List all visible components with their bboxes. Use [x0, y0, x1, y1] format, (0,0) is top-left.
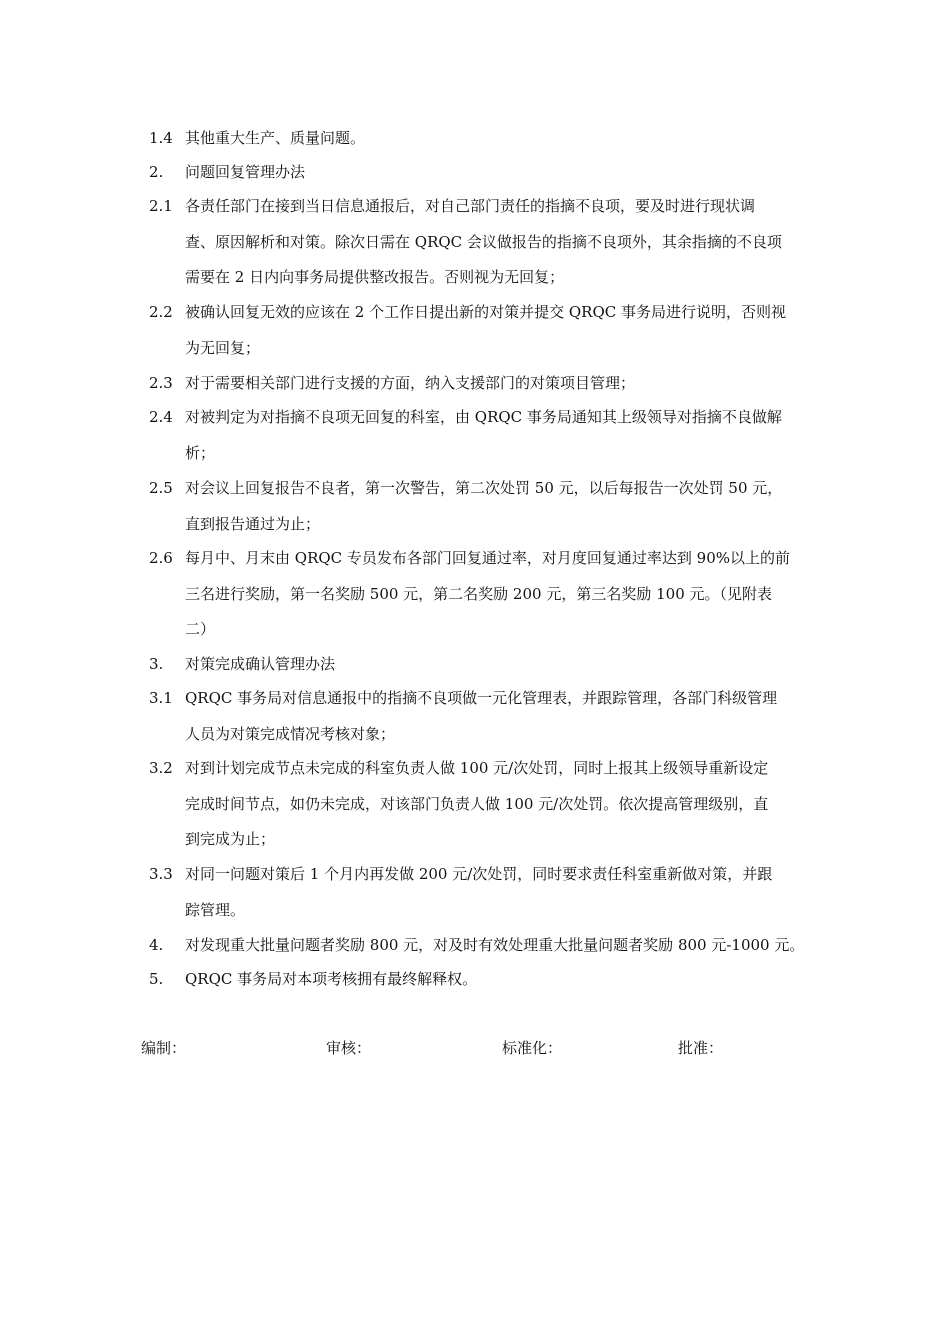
section-2-heading [149, 155, 849, 191]
clause-text-line: 人员为对策完成情况考核对象； [185, 724, 396, 743]
section-number: 4. [149, 936, 164, 954]
clause-text-line: 三名进行奖励，第一名奖励 500 元，第二名奖励 200 元，第三名奖励 100 元。（见附表 [185, 584, 773, 603]
clause-text-line: 每月中、月末由 QRQC 专员发布各部门回复通过率，对月度回复通过率达到 90%以上的前 [185, 549, 791, 567]
clause-number: 1.4 [149, 129, 173, 147]
section-3-heading [149, 647, 849, 683]
clause-text-line: 完成时间节点，如仍未完成，对该部门负责人做 100 元/次处罚。依次提高管理级别，直 [185, 794, 769, 813]
clause-number: 2.6 [149, 549, 173, 567]
clause-text-line: 对被判定为对指摘不良项无回复的科室，由 QRQC 事务局通知其上级领导对指摘不良做解 [185, 408, 782, 426]
clause-number: 3.1 [149, 689, 173, 707]
clause-text-line: 二） [185, 620, 216, 638]
clause-3-3 [149, 857, 849, 928]
section-title: 对策完成确认管理办法 [185, 655, 336, 673]
compiled-by-label: 编制： [141, 1039, 187, 1057]
signature-row [0, 1036, 950, 1060]
clause-text-line: 对会议上回复报告不良者，第一次警告，第二次处罚 50 元，以后每报告一次处罚 50 元， [185, 479, 783, 497]
clause-text-line: 对到计划完成节点未完成的科室负责人做 100 元/次处罚，同时上报其上级领导重新设定 [185, 759, 769, 777]
clause-1-4 [149, 121, 849, 157]
clause-2-3 [149, 366, 849, 402]
clause-2-5 [149, 471, 849, 542]
clause-number: 2.2 [149, 303, 173, 321]
clause-3-2 [149, 751, 849, 858]
section-number: 3. [149, 655, 164, 673]
clause-number: 2.3 [149, 374, 173, 392]
clause-text-line: 到完成为止； [185, 830, 276, 848]
clause-3-1 [149, 681, 849, 752]
clause-text-line: 各责任部门在接到当日信息通报后，对自己部门责任的指摘不良项，要及时进行现状调 [185, 197, 756, 215]
clause-number: 2.5 [149, 479, 173, 497]
section-4 [149, 928, 869, 964]
section-text: 对发现重大批量问题者奖励 800 元，对及时有效处理重大批量问题者奖励 800 元-1000 元。 [185, 936, 805, 954]
section-number: 5. [149, 970, 164, 988]
clause-text-line: 直到报告通过为止； [185, 514, 321, 533]
section-5 [149, 962, 849, 998]
clause-text-line: 为无回复； [185, 338, 261, 357]
clause-number: 2.4 [149, 408, 173, 426]
clause-text-line: 需要在 2 日内向事务局提供整改报告。否则视为无回复； [185, 268, 565, 286]
clause-2-4 [149, 400, 849, 471]
clause-text-line: 析； [185, 443, 216, 462]
clause-text-line: QRQC 事务局对信息通报中的指摘不良项做一元化管理表，并跟踪管理，各部门科级管理 [185, 689, 778, 707]
reviewed-by-label: 审核： [326, 1039, 372, 1057]
clause-text-line: 查、原因解析和对策。除次日需在 QRQC 会议做报告的指摘不良项外，其余指摘的不良项 [185, 232, 782, 251]
clause-number: 2.1 [149, 197, 173, 215]
clause-number: 3.3 [149, 865, 173, 883]
clause-text-line: 踪管理。 [185, 900, 246, 919]
approved-by-label: 批准： [678, 1039, 724, 1057]
clause-text: 其他重大生产、质量问题。 [185, 129, 366, 147]
clause-2-1 [149, 189, 849, 296]
clause-text-line: 对于需要相关部门进行支援的方面，纳入支援部门的对策项目管理； [185, 374, 636, 392]
section-text: QRQC 事务局对本项考核拥有最终解释权。 [185, 970, 478, 988]
clause-2-2 [149, 295, 849, 366]
standardized-by-label: 标准化： [502, 1039, 563, 1057]
clause-text-line: 对同一问题对策后 1 个月内再发做 200 元/次处罚，同时要求责任科室重新做对策，并跟 [185, 865, 773, 883]
clause-text-line: 被确认回复无效的应该在 2 个工作日提出新的对策并提交 QRQC 事务局进行说明，否则视 [185, 303, 786, 321]
section-number: 2. [149, 163, 164, 181]
clause-2-6 [149, 541, 849, 648]
clause-number: 3.2 [149, 759, 173, 777]
section-title: 问题回复管理办法 [185, 163, 306, 181]
